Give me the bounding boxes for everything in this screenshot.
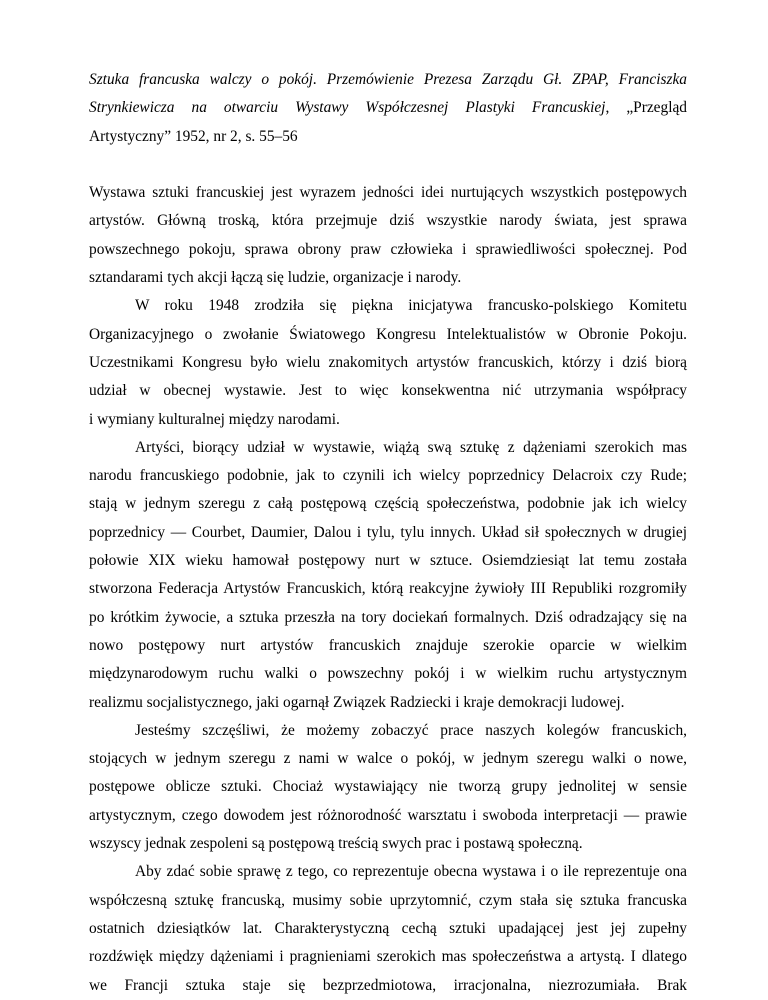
paragraph-line: nowo postępowy nurt artystów francuskich znajduje szerokie oparcie w wielkim [89,636,687,654]
paragraph-line: po krótkim żywocie, a sztuka przeszła na tory dociekań formalnych. Dziś odradzający się na [89,608,687,626]
paragraph-line: narodu francuskiego podobnie, jak to czynili ich wielcy poprzednicy Delacroix czy Rude; [89,467,687,485]
paragraph-line: Uczestnikami Kongresu było wielu znakomitych artystów francuskich, którzy i dziś biorą [89,353,687,371]
paragraph-line: udział w obecnej wystawie. Jest to więc konsekwentna nić utrzymania współpracy [89,382,687,400]
paragraph-2 [89,292,687,433]
paragraph-line: rozdźwięk między dążeniami i pragnieniami szerokich mas społeczeństwa a artystą. I dlatego [89,948,687,966]
paragraph-3 [89,434,687,717]
paragraph-line: Jesteśmy szczęśliwi, że możemy zobaczyć prace naszych kolegów francuskich, [135,721,687,739]
paragraph-line: stworzona Federacja Artystów Francuskich, którą reakcyjne żywioły III Republiki rozgromiły [89,580,687,598]
paragraph-line: stojących w jednym szeregu z nami w walce o pokój, w jednym szeregu walki o nowe, [89,750,687,768]
paragraph-line: powszechnego pokoju, sprawa obrony praw człowieka i sprawiedliwości społecznej. Pod [89,240,687,258]
paragraph-5 [89,858,687,999]
paragraph-line: współczesną sztukę francuską, musimy sobie uprzytomnić, czym stała się sztuka francuska [89,891,687,909]
document-page [89,66,687,1000]
paragraph-line: realizmu socjalistycznego, jaki ogarnął Związek Radziecki i kraje demokracji ludowej. [89,693,625,711]
paragraph-line: Artyści, biorący udział w wystawie, wiążą swą sztukę z dążeniami szerokich mas [135,438,687,456]
paragraph-line: we Francji sztuka staje się bezprzedmiotowa, irracjonalna, niezrozumiała. Brak [89,976,687,994]
citation-line-2 [89,94,687,122]
paragraph-line: sztandarami tych akcji łączą się ludzie, organizacje i narody. [89,269,462,287]
paragraph-line: artystów. Główną troską, która przejmuje dziś wszystkie narody świata, jest sprawa [89,212,687,230]
citation-line-3: Artystyczny” 1952, nr 2, s. 55–56 [89,127,298,145]
paragraph-line: poprzednicy — Courbet, Daumier, Dalou i tylu, tylu innych. Układ sił społecznych w drugiej [89,523,687,541]
paragraph-line: i wymiany kulturalnej między narodami. [89,410,340,428]
paragraph-line: ostatnich dziesiątków lat. Charakterystyczną cechą sztuki upadającej jest jej zupełny [89,919,687,937]
paragraph-line: wszyscy jednak zespoleni są postępową treścią swych prac i postawą społeczną. [89,835,583,853]
paragraph-line: połowie XIX wieku hamował postępowy nurt w sztuce. Osiemdziesiąt lat temu została [89,552,687,570]
paragraph-line: międzynarodowym ruchu walki o powszechny pokój i w wielkim ruchu artystycznym [89,665,687,683]
paragraph-line: Aby zdać sobie sprawę z tego, co reprezentuje obecna wystawa i o ile reprezentuje ona [135,863,687,881]
paragraph-line: W roku 1948 zrodziła się piękna inicjatywa francusko-polskiego Komitetu [135,297,687,315]
blank-line [89,151,687,179]
body-text [89,179,687,1000]
citation-line-1: Sztuka francuska walczy o pokój. Przemówienie Prezesa Zarządu Gł. ZPAP, Franciszka [89,71,687,88]
citation-line-2-rest: , „Przegląd [605,99,687,117]
citation-header [89,66,687,151]
paragraph-line: postępowe oblicze sztuki. Chociaż wystawiający nie tworzą grupy jednolitej w sensie [89,778,687,796]
paragraph-line: stają w jednym szeregu z całą postępową częścią społeczeństwa, podobnie jak ich wielcy [89,495,687,513]
paragraph-line: Organizacyjnego o zwołanie Światowego Kongresu Intelektualistów w Obronie Pokoju. [89,325,687,343]
paragraph-1 [89,179,687,292]
paragraph-line: Wystawa sztuki francuskiej jest wyrazem jedności idei nurtujących wszystkich postępowych [89,184,687,202]
paragraph-4 [89,717,687,858]
citation-line-2-italic: Strynkiewicza na otwarciu Wystawy Współczesnej Plastyki Francuskiej [89,99,606,117]
paragraph-line: artystycznym, czego dowodem jest różnorodność warsztatu i swoboda interpretacji — prawie [89,806,687,824]
